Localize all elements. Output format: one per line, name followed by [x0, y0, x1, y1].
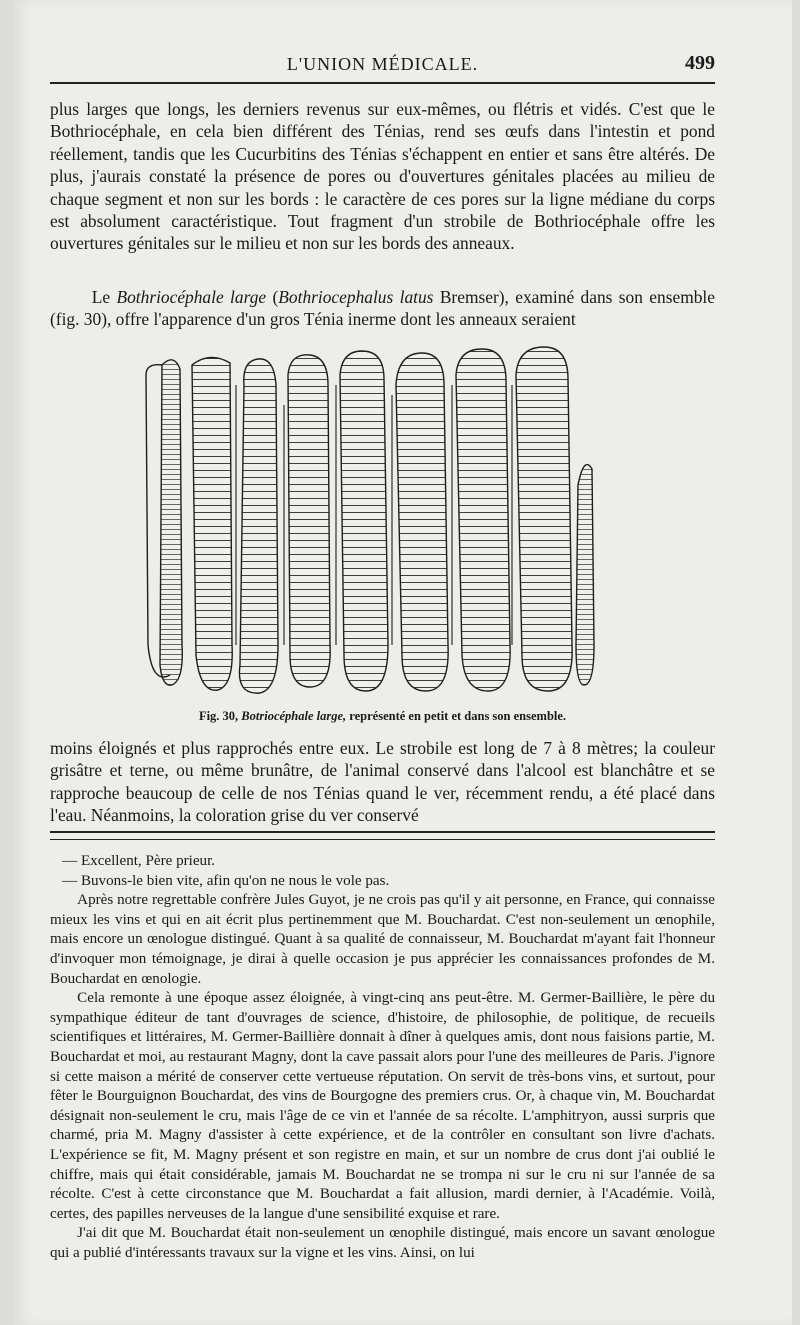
page-number: 499 [685, 52, 715, 74]
journal-title: L'UNION MÉDICALE. [286, 54, 479, 74]
figure-title: Botriocéphale large, [241, 709, 347, 723]
figure-caption [50, 709, 715, 724]
paragraph-1: plus larges que longs, les derniers revenus sur eux-mêmes, ou flétris et vidés. C'est que le Bothriocéphale, en cela bien différent des Ténias, rend ses œufs dans l'intestin et pond réellement, tandis que les Cucurbitins des Ténias s'échappent en entier et sans être altérés. De plus, j'aurais constaté la présence de pores ou d'ouvertures génitales placées au milieu de chaque segment et non sur les bords : le caractère de ces pores sur la ligne médiane du corps est absolument caractéristique. Tout fragment d'un strobile de Bothriocéphale offre les ouvertures génitales sur le milieu et non sur les bords des anneaux. [50, 99, 715, 254]
dialog-line-1: — Excellent, Père prieur. [62, 853, 216, 869]
paragraph-2-rest: Bremser), examiné dans son ensemble (fig. 30), offre l'apparence d'un gros Ténia inerme dont les anneaux seraient [50, 287, 715, 330]
tapeworm-illustration [140, 345, 610, 700]
paragraph-3: moins éloignés et plus rapprochés entre eux. Le strobile est long de 7 à 8 mètres; la couleur grisâtre et terne, ou même brunâtre, de l'animal conservé dans l'alcool est blanchâtre et se rapproche beaucoup de celle de nos Ténias quand le ver, récemment rendu, a été placé dans l'eau. Néanmoins, la coloration grise du ver conservé [50, 738, 715, 826]
feuilleton [50, 852, 715, 1263]
latin-name: Bothriocephalus latus [278, 287, 434, 307]
figure-description: représenté en petit et dans son ensemble. [349, 709, 567, 723]
page-header [50, 52, 715, 82]
feuilleton-paragraph-1: Après notre regrettable confrère Jules Guyot, je ne crois pas qu'il y ait personne, en France, qui connaisse mieux les vins et qui en ait écrit plus pertinemment que M. Bouchardat. C'est non-seulement un œnophile, mais encore un œnologue distingué. Quant à sa qualité de connaisseur, M. Bouchardat m'ayant fait l'honneur d'invoquer mon témoignage, je dirai à quelle occasion je pus apprécier les connaissances profondes de M. Bouchardat en œnologie. [50, 892, 715, 987]
feuilleton-divider [50, 831, 715, 840]
header-rule [50, 82, 715, 84]
figure-number: Fig. 30, [198, 709, 239, 723]
paragraph-2: Le Bothriocéphale large (Bothriocephalus latus Bremser), examiné dans son ensemble (fig. 30), offre l'apparence d'un gros Ténia inerme dont les anneaux seraient [50, 287, 715, 330]
dialog-line-2: — Buvons-le bien vite, afin qu'on ne nous le vole pas. [62, 872, 390, 889]
feuilleton-paragraph-2: Cela remonte à une époque assez éloignée, à vingt-cinq ans peut-être. M. Germer-Baillière, le père du sympathique éditeur de tant d'ouvrages de science, d'histoire, de philosophie, de politique, de recueils scientifiques et littéraires, M. Germer-Baillière donnait à dîner à quelques amis, dont nous faisions partie, M. Bouchardat et moi, au restaurant Magny, dont la cave passait alors pour l'une des meilleures de Paris. J'ignore si cette maison a mérité de conserver cette vertueuse réputation. On servit de très-bons vins, et surtout, pour fêter le Bourguignon Bouchardat, des vins de Bourgogne des premiers crus. Or, à chaque vin, M. Bouchardat désignait non-seulement le cru, mais l'âge de ce vin et l'année de sa récolte. L'amphitryon, aussi surpris que charmé, pria M. Magny d'assister à cette expérience, et de la contrôler en consultant son livre d'achats. L'expérience se fit, M. Magny présent et son registre en main, et sur un nombre de crus dont j'ai oublié le chiffre, mais qui était considérable, jamais M. Bouchardat ne se trompa ni sur le cru ni sur l'année de sa récolte. C'est à cette circonstance que M. Bouchardat a fait allusion, mardi dernier, à l'Académie. Voilà, certes, des papilles nerveuses de la langue d'une sensibilité exquise et rare. [50, 990, 715, 1222]
feuilleton-paragraph-3: J'ai dit que M. Bouchardat était non-seulement un œnophile distingué, mais encore un savant œnologue qui a publié d'intéressants travaux sur la vigne et les vins. Ainsi, on lui [50, 1225, 715, 1261]
paragraph-2-lead: Le [91, 287, 111, 307]
species-name: Bothriocéphale large [116, 287, 267, 307]
